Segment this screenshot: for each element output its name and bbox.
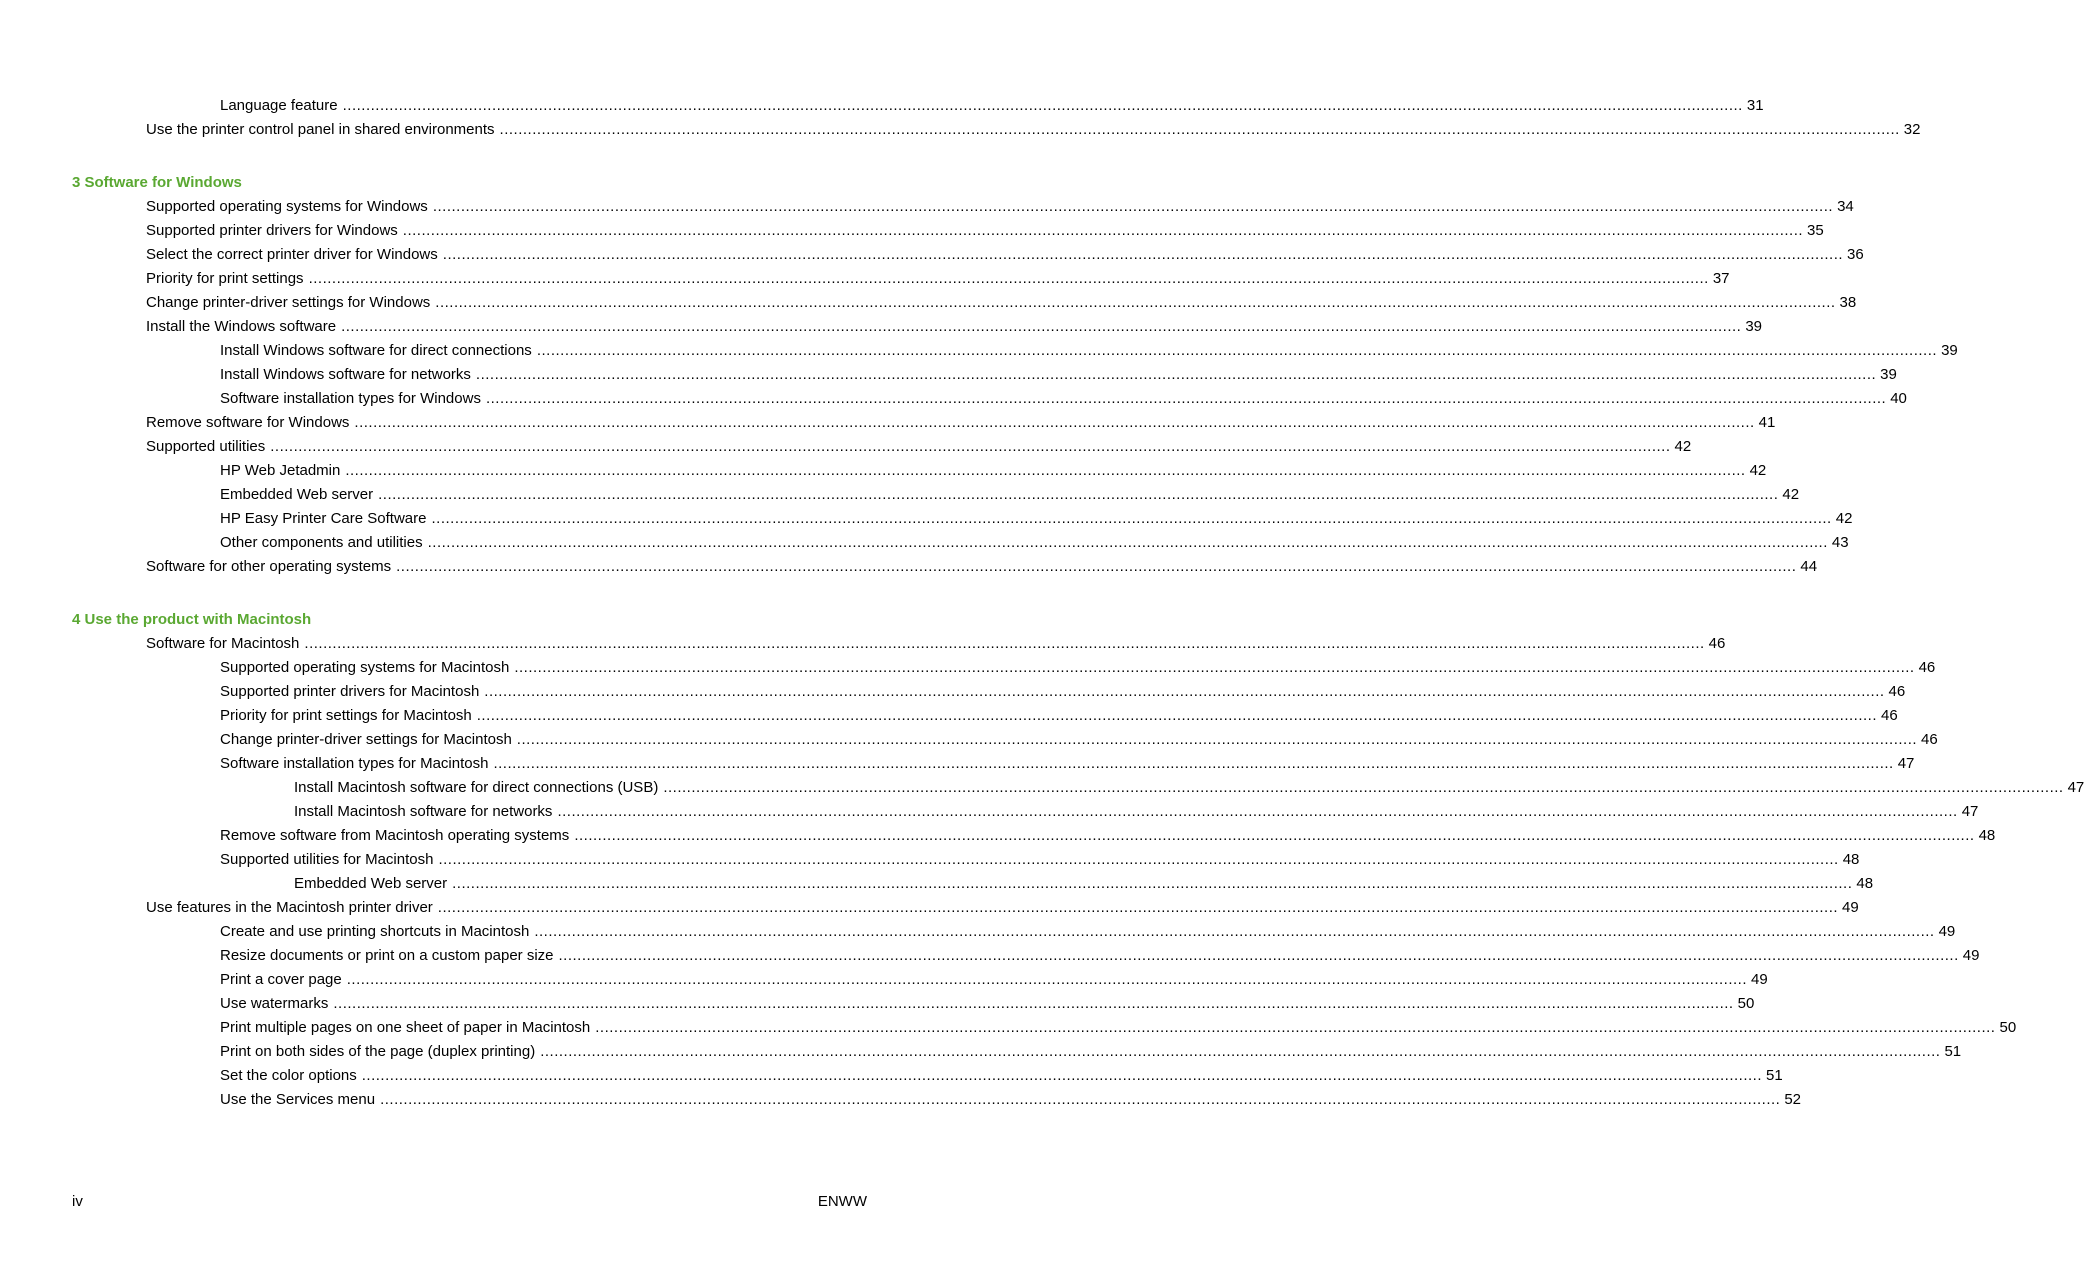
dot-leader: ............................................................................................................................................................................................................................................................................................................ <box>437 899 1839 916</box>
toc-entry-title: Supported operating systems for Windows <box>146 198 428 215</box>
toc-entry-page: 46 <box>1921 731 1938 748</box>
toc-entry-page: 47 <box>1961 803 1979 820</box>
toc-entry[interactable] <box>294 875 1874 893</box>
toc-entry-page: 42 <box>1674 438 1692 455</box>
toc-entry-title: Install the Windows software <box>146 318 337 335</box>
dot-leader: ............................................................................................................................................................................................................................................................................................................ <box>354 414 1755 431</box>
toc-entry[interactable] <box>294 779 2084 797</box>
toc-entry[interactable] <box>146 246 1864 264</box>
dot-leader: ............................................................................................................................................................................................................................................................................................................ <box>346 971 1747 988</box>
toc-entry[interactable] <box>220 1019 2017 1037</box>
toc-entry-title: Supported utilities for Macintosh <box>220 851 434 868</box>
dot-leader: ............................................................................................................................................................................................................................................................................................................ <box>380 1091 1781 1108</box>
toc-entry-page: 48 <box>1842 851 1860 868</box>
toc-entry-title: HP Easy Printer Care Software <box>220 510 427 527</box>
toc-entry-title: Use watermarks <box>220 995 329 1012</box>
toc-entry-title: Install Macintosh software for direct connections (USB) <box>294 779 659 796</box>
dot-leader: ............................................................................................................................................................................................................................................................................................................ <box>402 222 1804 239</box>
toc-entry[interactable] <box>220 1043 1962 1061</box>
toc-entry-page: 34 <box>1837 198 1854 215</box>
dot-leader: ............................................................................................................................................................................................................................................................................................................ <box>431 510 1832 527</box>
toc-entry-page: 43 <box>1831 534 1849 551</box>
toc-entry-title: Supported utilities <box>146 438 266 455</box>
toc-entry[interactable] <box>146 899 1859 917</box>
toc-entry-title: Use features in the Macintosh printer driver <box>146 899 433 916</box>
toc-entry-title: Install Windows software for networks <box>220 366 471 383</box>
dot-leader: ............................................................................................................................................................................................................................................................................................................ <box>270 438 1671 455</box>
dot-leader: ............................................................................................................................................................................................................................................................................................................ <box>333 995 1734 1012</box>
toc-entry-title: Language feature <box>220 97 338 114</box>
chapter-heading[interactable]: 3 Software for Windows <box>72 174 242 191</box>
dot-leader: ............................................................................................................................................................................................................................................................................................................ <box>540 1043 1941 1060</box>
toc-entry-page: 36 <box>1847 246 1864 263</box>
toc-entry[interactable] <box>220 827 1996 845</box>
toc-entry-title: Embedded Web server <box>294 875 448 892</box>
dot-leader: ............................................................................................................................................................................................................................................................................................................ <box>435 294 1836 311</box>
toc-entry-title: Install Macintosh software for networks <box>294 803 553 820</box>
toc-entry-title: Resize documents or print on a custom paper size <box>220 947 554 964</box>
toc-entry-page: 46 <box>1881 707 1898 724</box>
dot-leader: ............................................................................................................................................................................................................................................................................................................ <box>308 270 1709 287</box>
dot-leader: ............................................................................................................................................................................................................................................................................................................ <box>574 827 1975 844</box>
document-code: ENWW <box>817 1193 867 1210</box>
page-number: iv <box>72 1193 83 1210</box>
toc-entry[interactable] <box>294 803 1979 821</box>
toc-entry-page: 37 <box>1712 270 1730 287</box>
toc-entry[interactable] <box>146 294 1857 312</box>
toc-entry-title: Other components and utilities <box>220 534 423 551</box>
toc-entry-title: Set the color options <box>220 1067 357 1084</box>
toc-entry-title: Supported operating systems for Macintosh <box>220 659 510 676</box>
toc-entry-title: Print on both sides of the page (duplex printing) <box>220 1043 536 1060</box>
toc-entry-title: Software for other operating systems <box>146 558 392 575</box>
toc-entry[interactable] <box>220 995 1755 1013</box>
toc-entry[interactable] <box>220 755 1915 773</box>
toc-entry-page: 46 <box>1888 683 1906 700</box>
dot-leader: ............................................................................................................................................................................................................................................................................................................ <box>345 462 1746 479</box>
toc-entry-title: Software for Macintosh <box>146 635 300 652</box>
toc-entry[interactable] <box>220 707 1898 725</box>
toc-entry[interactable] <box>220 342 1958 360</box>
toc-entry-title: Print multiple pages on one sheet of paper in Macintosh <box>220 1019 591 1036</box>
toc-entry-page: 50 <box>1999 1019 2017 1036</box>
dot-leader: ............................................................................................................................................................................................................................................................................................................ <box>484 683 1885 700</box>
dot-leader: ............................................................................................................................................................................................................................................................................................................ <box>304 635 1705 652</box>
toc-entry-title: Install Windows software for direct connections <box>220 342 532 359</box>
toc-entry-page: 38 <box>1839 294 1857 311</box>
dot-leader: ............................................................................................................................................................................................................................................................................................................ <box>595 1019 1996 1036</box>
dot-leader: ............................................................................................................................................................................................................................................................................................................ <box>485 390 1887 407</box>
toc-entry-page: 42 <box>1749 462 1767 479</box>
toc-entry[interactable] <box>220 731 1938 749</box>
dot-leader: ............................................................................................................................................................................................................................................................................................................ <box>475 366 1877 383</box>
dot-leader: ............................................................................................................................................................................................................................................................................................................ <box>452 875 1853 892</box>
toc-entry[interactable] <box>146 121 1921 139</box>
toc-entry[interactable] <box>220 659 1936 677</box>
toc-entry-title: Print a cover page <box>220 971 342 988</box>
toc-entry[interactable] <box>220 923 1956 941</box>
toc-entry[interactable] <box>220 1067 1783 1085</box>
dot-leader: ............................................................................................................................................................................................................................................................................................................ <box>534 923 1935 940</box>
toc-entry[interactable] <box>146 318 1763 336</box>
dot-leader: ............................................................................................................................................................................................................................................................................................................ <box>557 803 1958 820</box>
dot-leader: ............................................................................................................................................................................................................................................................................................................ <box>663 779 2064 796</box>
toc-entry[interactable] <box>220 851 1860 869</box>
toc-entry-page: 42 <box>1835 510 1853 527</box>
toc-entry-title: HP Web Jetadmin <box>220 462 341 479</box>
chapter-heading[interactable]: 4 Use the product with Macintosh <box>72 611 312 628</box>
dot-leader: ............................................................................................................................................................................................................................................................................................................ <box>516 731 1918 748</box>
dot-leader: ............................................................................................................................................................................................................................................................................................................ <box>432 198 1834 215</box>
toc-entry-page: 42 <box>1782 486 1800 503</box>
toc-entry[interactable] <box>146 270 1730 288</box>
toc-entry-page: 49 <box>1751 971 1768 988</box>
toc-entry[interactable] <box>146 222 1824 240</box>
dot-leader: ............................................................................................................................................................................................................................................................................................................ <box>442 246 1844 263</box>
toc-entry[interactable] <box>220 534 1849 552</box>
toc-entry-page: 47 <box>1897 755 1915 772</box>
dot-leader: ............................................................................................................................................................................................................................................................................................................ <box>438 851 1839 868</box>
toc-entry-title: Priority for print settings for Macintosh <box>220 707 472 724</box>
dot-leader: ............................................................................................................................................................................................................................................................................................................ <box>514 659 1915 676</box>
toc-entry-title: Change printer-driver settings for Macintosh <box>220 731 512 748</box>
toc-entry[interactable] <box>220 366 1897 384</box>
toc-entry-page: 47 <box>2067 779 2084 796</box>
toc-entry[interactable] <box>146 558 1818 576</box>
toc-entry[interactable] <box>146 635 1726 653</box>
toc-entry-page: 48 <box>1856 875 1874 892</box>
toc-entry[interactable] <box>220 947 1980 965</box>
dot-leader: ............................................................................................................................................................................................................................................................................................................ <box>536 342 1938 359</box>
toc-entry[interactable] <box>220 390 1907 408</box>
toc-entry-title: Software installation types for Windows <box>220 390 481 407</box>
toc-entry-title: Priority for print settings <box>146 270 304 287</box>
toc-entry-page: 49 <box>1938 923 1956 940</box>
toc-entry-title: Supported printer drivers for Windows <box>146 222 398 239</box>
dot-leader: ............................................................................................................................................................................................................................................................................................................ <box>342 97 1743 114</box>
toc-entry[interactable] <box>146 438 1692 456</box>
toc-entry[interactable] <box>220 683 1906 701</box>
toc-entry-page: 49 <box>1842 899 1859 916</box>
dot-leader: ............................................................................................................................................................................................................................................................................................................ <box>493 755 1894 772</box>
toc-entry-page: 46 <box>1918 659 1936 676</box>
dot-leader: ............................................................................................................................................................................................................................................................................................................ <box>396 558 1797 575</box>
dot-leader: ............................................................................................................................................................................................................................................................................................................ <box>558 947 1959 964</box>
toc-entry-page: 51 <box>1944 1043 1962 1060</box>
toc-entry[interactable] <box>146 198 1854 216</box>
toc-entry-title: Select the correct printer driver for Windows <box>146 246 438 263</box>
toc-entry-title: Software installation types for Macintosh <box>220 755 489 772</box>
toc-entry-title: Use the Services menu <box>220 1091 376 1108</box>
toc-entry-page: 51 <box>1766 1067 1783 1084</box>
toc-entry-title: Embedded Web server <box>220 486 374 503</box>
toc-entry-page: 32 <box>1903 121 1921 138</box>
toc-entry[interactable] <box>220 462 1767 480</box>
toc-entry-page: 49 <box>1962 947 1980 964</box>
dot-leader: ............................................................................................................................................................................................................................................................................................................ <box>361 1067 1763 1084</box>
toc-entry[interactable] <box>146 414 1776 432</box>
toc-entry-page: 39 <box>1880 366 1897 383</box>
toc-entry-page: 44 <box>1800 558 1818 575</box>
toc-entry-title: Remove software for Windows <box>146 414 350 431</box>
toc-entry-page: 48 <box>1978 827 1996 844</box>
toc-entry-page: 39 <box>1941 342 1958 359</box>
toc-entry[interactable] <box>220 486 1800 504</box>
toc-entry-page: 50 <box>1737 995 1755 1012</box>
toc-entry-page: 46 <box>1708 635 1726 652</box>
toc-entry-title: Create and use printing shortcuts in Macintosh <box>220 923 530 940</box>
toc-entry-page: 41 <box>1758 414 1776 431</box>
toc-entry-title: Remove software from Macintosh operating systems <box>220 827 570 844</box>
toc-entry-title: Supported printer drivers for Macintosh <box>220 683 480 700</box>
dot-leader: ............................................................................................................................................................................................................................................................................................................ <box>427 534 1828 551</box>
dot-leader: ............................................................................................................................................................................................................................................................................................................ <box>341 318 1742 335</box>
toc-entry-title: Change printer-driver settings for Windows <box>146 294 431 311</box>
toc-entry[interactable] <box>220 97 1764 115</box>
toc-entry[interactable] <box>220 1091 1802 1109</box>
toc-entry-title: Use the printer control panel in shared environments <box>146 121 495 138</box>
dot-leader: ............................................................................................................................................................................................................................................................................................................ <box>499 121 1900 138</box>
dot-leader: ............................................................................................................................................................................................................................................................................................................ <box>378 486 1779 503</box>
toc-entry-page: 31 <box>1746 97 1764 114</box>
toc-entry-page: 40 <box>1890 390 1907 407</box>
dot-leader: ............................................................................................................................................................................................................................................................................................................ <box>476 707 1878 724</box>
toc-entry-page: 35 <box>1807 222 1824 239</box>
toc-entry[interactable] <box>220 510 1853 528</box>
toc-entry-page: 39 <box>1745 318 1763 335</box>
toc-entry[interactable] <box>220 971 1768 989</box>
toc-entry-page: 52 <box>1784 1091 1802 1108</box>
